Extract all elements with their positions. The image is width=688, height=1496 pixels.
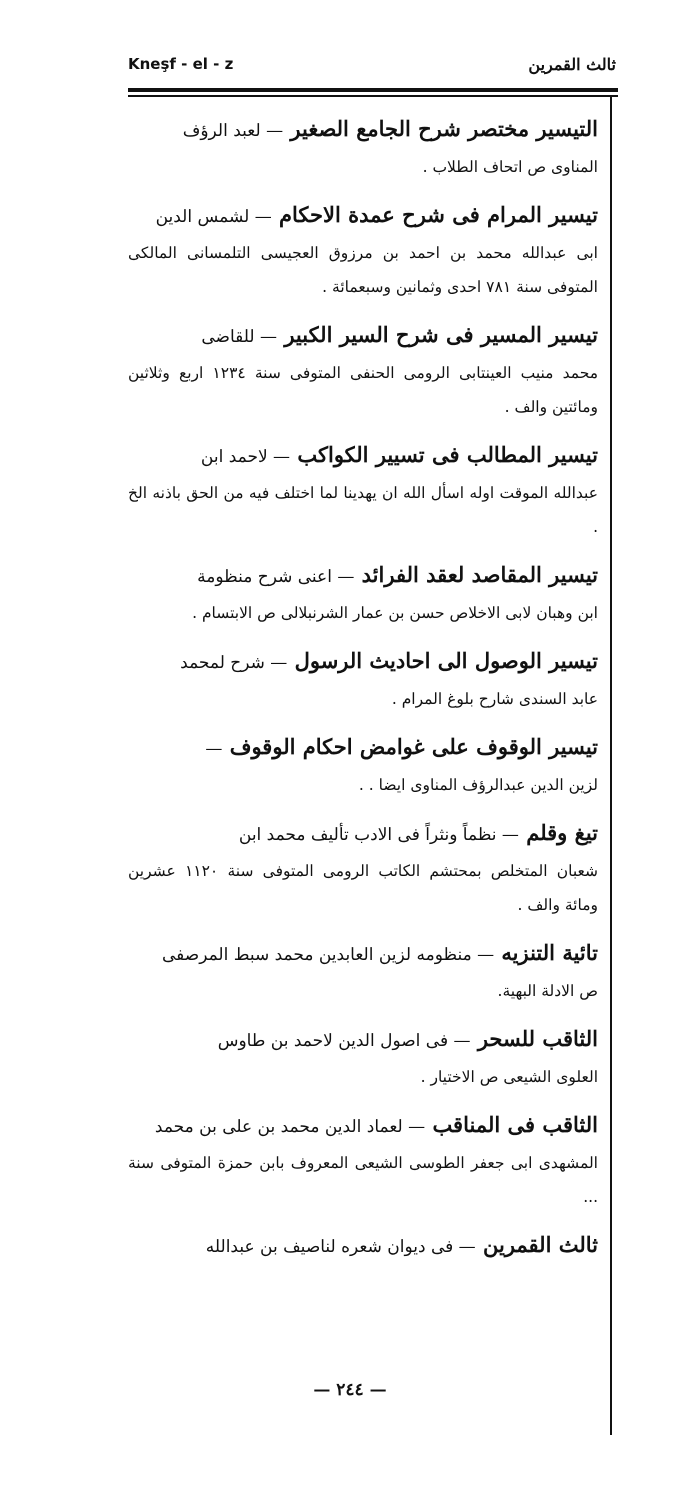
bibliography-entry: [128, 1226, 598, 1266]
entry-body: ابى عبدالله محمد بن احمد بن مرزوق العجيسى التلمسانى المالكى المتوفى سنة ٧٨١ احدى وثمانين وسبعمائة .: [128, 244, 598, 296]
entry-title: تيسير المطالب فى تسيير الكواكب: [297, 442, 598, 467]
entry-body: محمد منيب العينتابى الرومى الحنفى المتوفى سنة ١٢٣٤ اربع وثلاثين ومائتين والف .: [128, 364, 599, 416]
entry-heading: [128, 1226, 598, 1266]
entry-title: تيسير الوصول الى احاديث الرسول: [294, 648, 598, 673]
entry-heading: [128, 1020, 598, 1060]
bibliography-entry: [128, 1106, 598, 1214]
entry-author: — شرح لمحمد: [180, 653, 288, 673]
header-rule-thick: [128, 88, 618, 92]
entry-heading: [128, 556, 598, 596]
entry-body: ابن وهبان لابى الاخلاص حسن بن عمار الشرنبلالى ص الابتسام .: [192, 604, 598, 622]
entry-body: العلوى الشيعى ص الاختيار .: [420, 1068, 598, 1086]
entry-author: — اعنى شرح منظومة: [197, 567, 355, 587]
entry-body: عبدالله الموقت اوله اسأل الله ان يهدينا لما اختلف فيه من الحق باذنه الخ .: [128, 484, 598, 536]
entry-author: — للقاضى: [201, 327, 277, 347]
entry-author: — فى ديوان شعره لناصيف بن عبدالله: [205, 1237, 476, 1257]
entry-title: تيغ وقلم: [526, 820, 598, 845]
entry-title: الثاقب للسحر: [477, 1026, 598, 1051]
entry-heading: [128, 1106, 598, 1146]
entry-body: لزين الدين عبدالرؤف المناوى ايضا . .: [358, 776, 598, 794]
entry-title: ثالث القمرين: [483, 1232, 598, 1257]
entry-author: — لعماد الدين محمد بن على بن محمد: [154, 1117, 426, 1137]
entry-body: المشهدى ابى جعفر الطوسى الشيعى المعروف بابن حمزة المتوفى سنة ...: [128, 1154, 598, 1206]
entry-body: شعبان المتخلص بمحتشم الكاتب الرومى المتوفى سنة ١١٢٠ عشرين ومائة والف .: [128, 862, 598, 914]
entry-body: المناوى ص اتحاف الطلاب .: [422, 158, 598, 176]
entry-heading: [128, 934, 598, 974]
header-rule-thin: [128, 95, 618, 97]
entry-heading: [128, 728, 598, 768]
bibliography-entry: [128, 934, 598, 1008]
entry-title: التيسير مختصر شرح الجامع الصغير: [290, 116, 598, 141]
entry-list: [128, 110, 598, 1278]
entry-author: — لعبد الرؤف: [182, 121, 284, 141]
header-title-latin: Kneşf - el - z: [128, 55, 234, 73]
entry-title: تيسير الوقوف على غوامض احكام الوقوف: [229, 734, 598, 759]
entry-author: — منظومه لزين العابدين محمد سبط المرصفى: [161, 945, 495, 965]
bibliography-entry: [128, 814, 598, 922]
entry-title: تيسير المقاصد لعقد الفرائد: [361, 562, 598, 587]
column-rule: [610, 95, 612, 1435]
bibliography-entry: [128, 642, 598, 716]
header-title-arabic: ثالث القمرين: [528, 55, 616, 74]
bibliography-entry: [128, 316, 598, 424]
entry-heading: [128, 436, 598, 476]
entry-heading: [128, 814, 598, 854]
entry-heading: [128, 110, 598, 150]
entry-title: تيسير المسير فى شرح السير الكبير: [284, 322, 598, 347]
entry-author: — فى اصول الدين لاحمد بن طاوس: [217, 1031, 471, 1051]
bibliography-entry: [128, 436, 598, 544]
page-number: — ٢٤٤ —: [313, 1380, 387, 1400]
running-header: [128, 55, 616, 85]
bibliography-entry: [128, 1020, 598, 1094]
bibliography-entry: [128, 556, 598, 630]
entry-body: عابد السندى شارح بلوغ المرام .: [391, 690, 598, 708]
entry-title: الثاقب فى المناقب: [432, 1112, 598, 1137]
entry-author: — لاحمد ابن: [200, 447, 291, 467]
entry-author: — لشمس الدين: [155, 207, 272, 227]
entry-author: — نظماً ونثراً فى الادب تأليف محمد ابن: [238, 825, 519, 845]
entry-title: تائية التنزيه: [501, 940, 598, 965]
bibliography-entry: [128, 728, 598, 802]
entry-title: تيسير المرام فى شرح عمدة الاحكام: [279, 202, 598, 227]
entry-body: ص الادلة البهية.: [497, 982, 598, 1000]
bibliography-entry: [128, 196, 598, 304]
entry-heading: [128, 316, 598, 356]
entry-author: —: [205, 739, 223, 759]
entry-heading: [128, 642, 598, 682]
bibliography-entry: [128, 110, 598, 184]
entry-heading: [128, 196, 598, 236]
